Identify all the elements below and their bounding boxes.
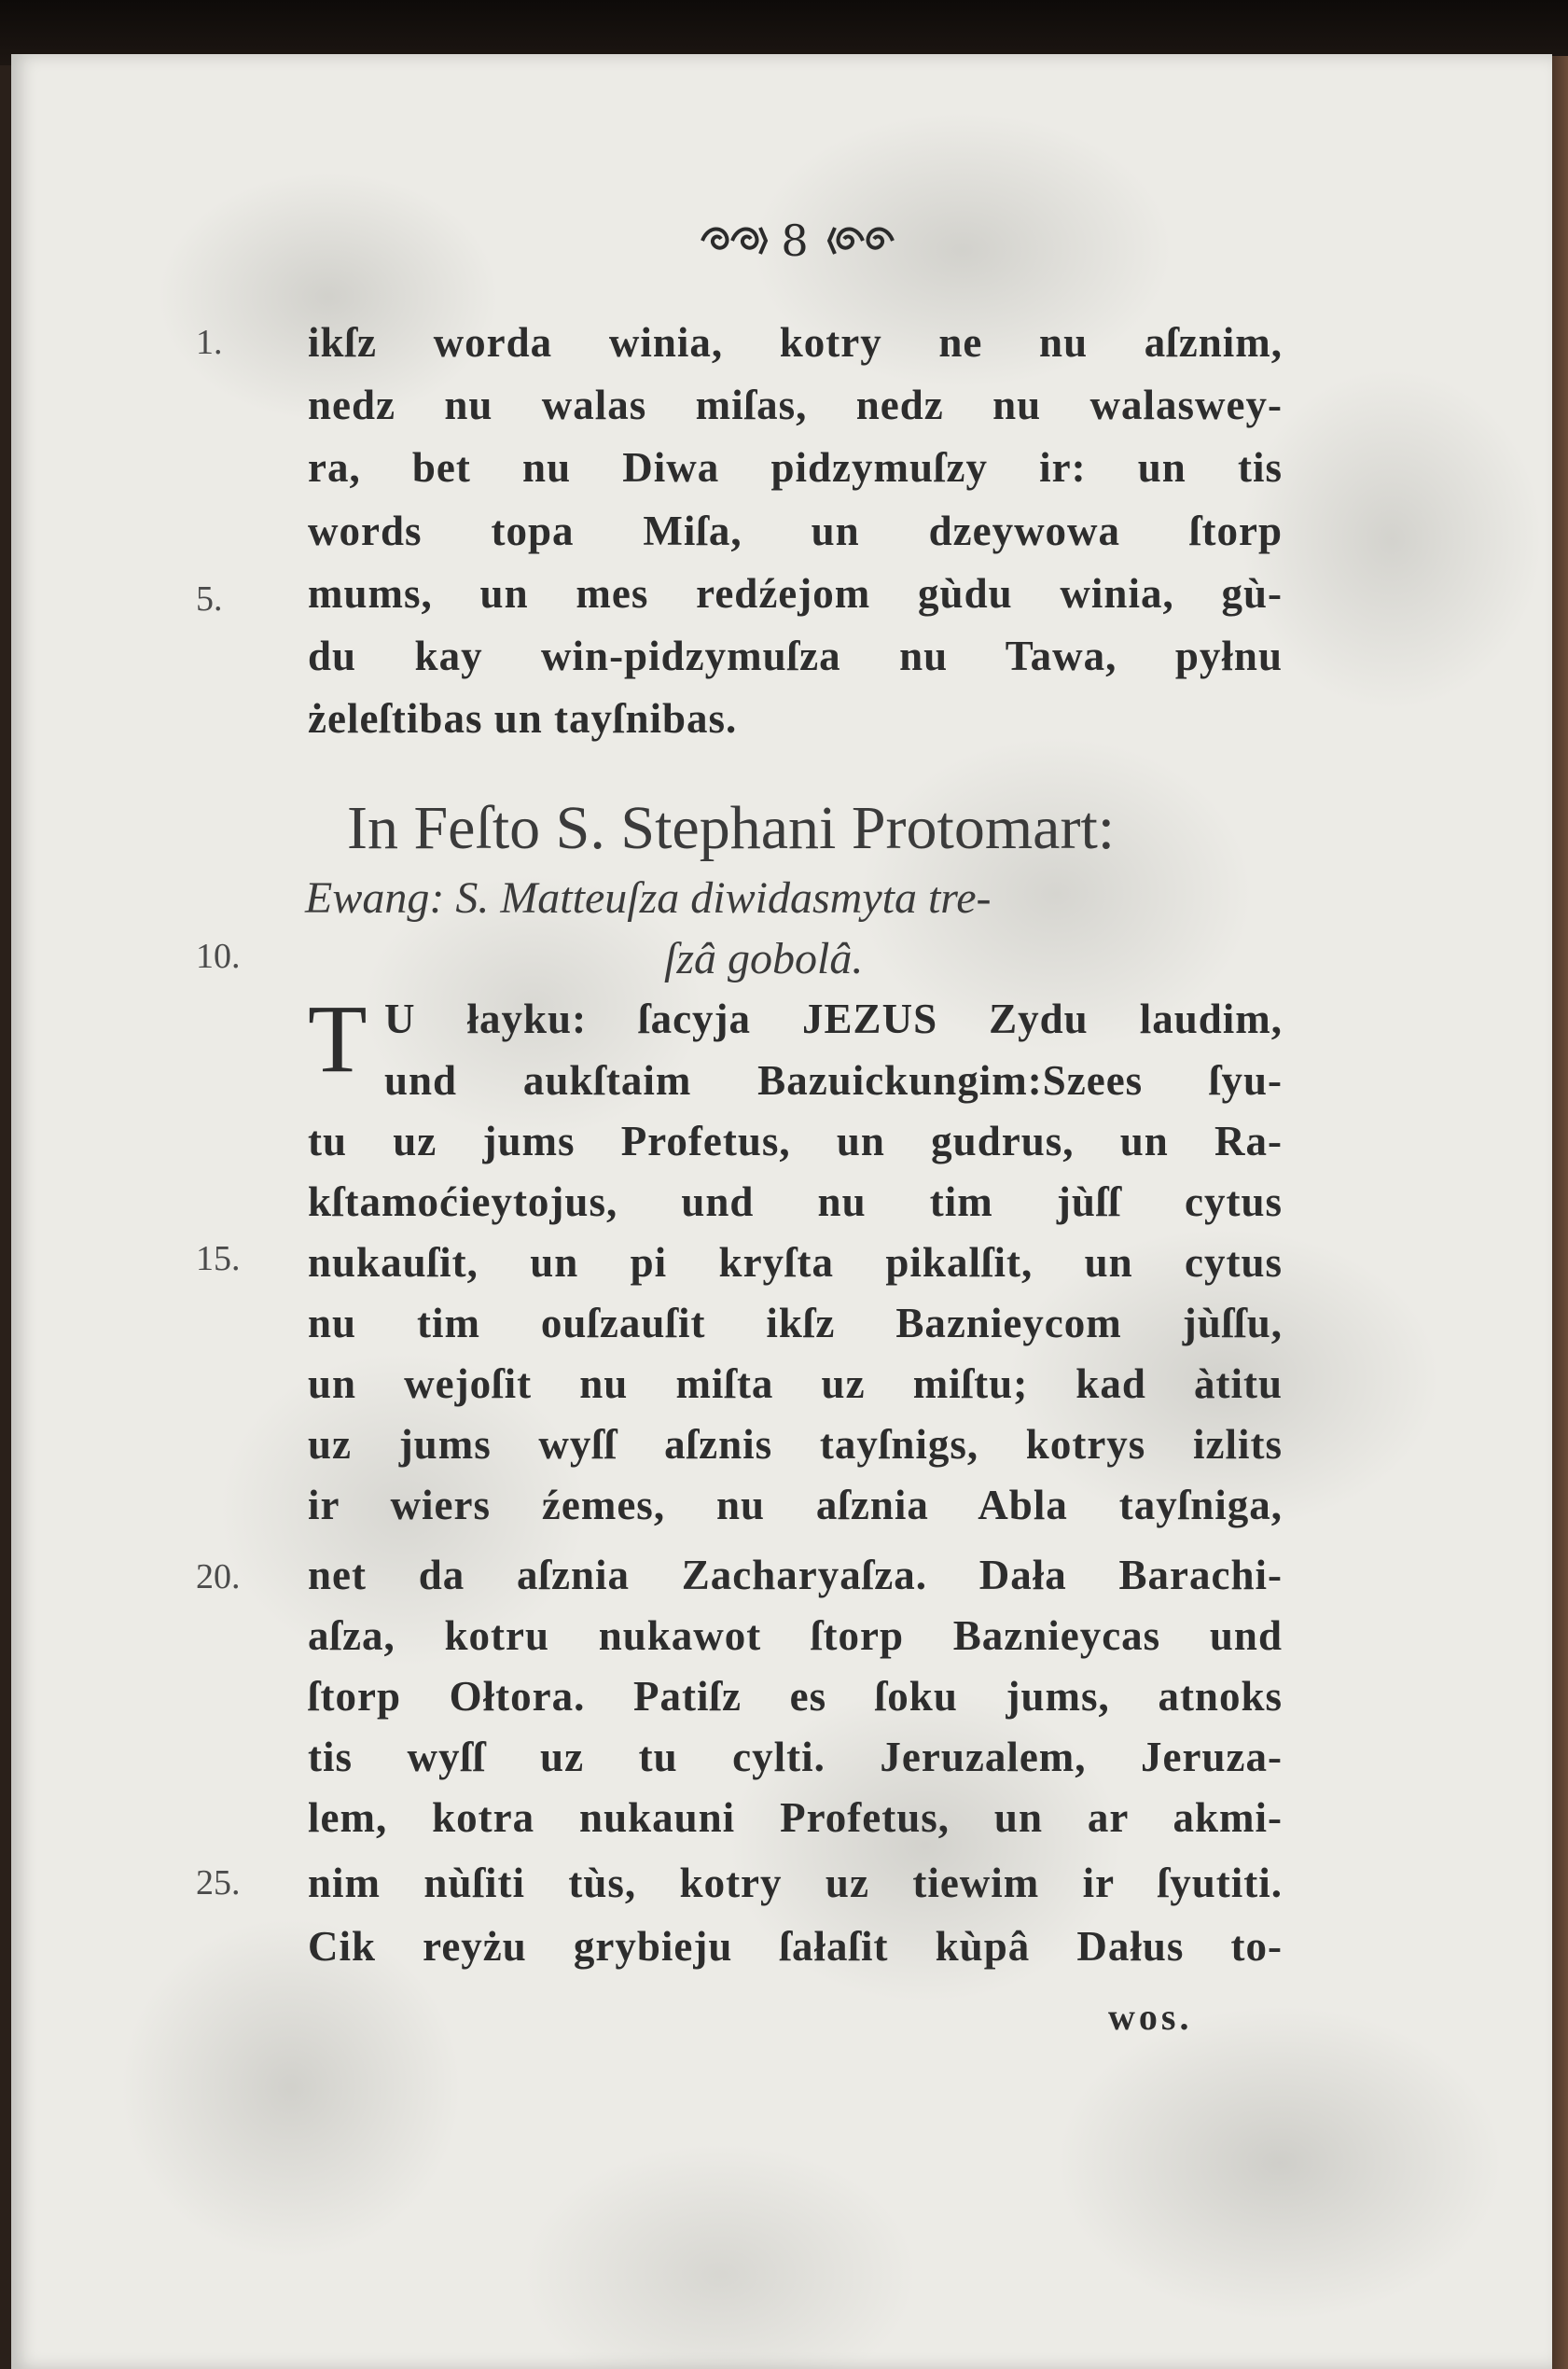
text-line: mums, un mes redźejom gùdu winia, gù- [308, 570, 1283, 617]
text-line: tu uz jums Profetus, un gudrus, un Ra- [308, 1118, 1283, 1164]
line-number: 5. [196, 579, 223, 619]
text-line: du kay win-pidzymuſza nu Tawa, pyłnu [308, 633, 1283, 679]
text-line: und aukſtaim Bazuickungim:Szees ſyu- [384, 1057, 1283, 1104]
line-number: 1. [196, 323, 223, 362]
text-line: nukauſit, un pi kryſta pikalſit, un cytus [308, 1239, 1283, 1286]
text-line: kſtamoćieytojus, und nu tim jùſſ cytus [308, 1178, 1283, 1225]
text-line: words topa Miſa, un dzeywowa ſtorp [308, 508, 1283, 554]
text-line: ra, bet nu Diwa pidzymuſzy ir: un tis [308, 444, 1283, 491]
catchword: wos. [1108, 1996, 1193, 2038]
drop-cap: T [308, 985, 368, 1093]
page-header [644, 210, 951, 272]
text-line: aſza, kotru nukawot ſtorp Baznieycas und [308, 1612, 1283, 1659]
line-number: 25. [196, 1863, 241, 1902]
gospel-reference: Ewang: S. Matteuſza diwidasmyta tre- [305, 873, 992, 923]
text-line: ſtorp Ołtora. Patiſz es ſoku jums, atnoks [308, 1673, 1283, 1720]
text-line: ir wiers źemes, nu aſznia Abla tayſniga, [308, 1482, 1283, 1528]
line-number: 15. [196, 1239, 241, 1278]
text-line: nu tim ouſzauſit ikſz Baznieycom jùſſu, [308, 1300, 1283, 1346]
text-line: nedz nu walas miſas, nedz nu walaswey- [308, 382, 1283, 428]
text-line: un wejoſit nu miſta uz miſtu; kad àtitu [308, 1360, 1283, 1407]
text-line: nim nùſiti tùs, kotry uz tiewim ir ſyutiti. [308, 1860, 1283, 1906]
text-line: ikſz worda winia, kotry ne nu aſznim, [308, 319, 1283, 366]
text-line: żeleſtibas un tayſnibas. [308, 695, 738, 742]
ornament-right-icon [824, 222, 896, 259]
text-line: uz jums wyſſ aſznis tayſnigs, kotrys izlits [308, 1421, 1283, 1468]
gospel-reference-continued: ſzâ gobolâ. [664, 934, 864, 983]
text-line: net da aſznia Zacharyaſza. Dała Barachi- [308, 1552, 1283, 1598]
text-line: Cik reyżu grybieju ſałaſit kùpâ Dałus to- [308, 1923, 1283, 1970]
page-right-edge [1552, 56, 1568, 2369]
line-number: 10. [196, 937, 241, 976]
page-number: 8 [781, 216, 814, 266]
text-line: tis wyſſ uz tu cylti. Jeruzalem, Jeruza- [308, 1734, 1283, 1780]
ornament-left-icon [699, 222, 771, 259]
line-number: 20. [196, 1557, 241, 1596]
section-heading: In Feſto S. Stephani Protomart: [347, 794, 1116, 862]
text-line: lem, kotra nukauni Profetus, un ar akmi- [308, 1794, 1283, 1841]
text-line: U łayku: ſacyja JEZUS Zydu laudim, [384, 996, 1283, 1042]
